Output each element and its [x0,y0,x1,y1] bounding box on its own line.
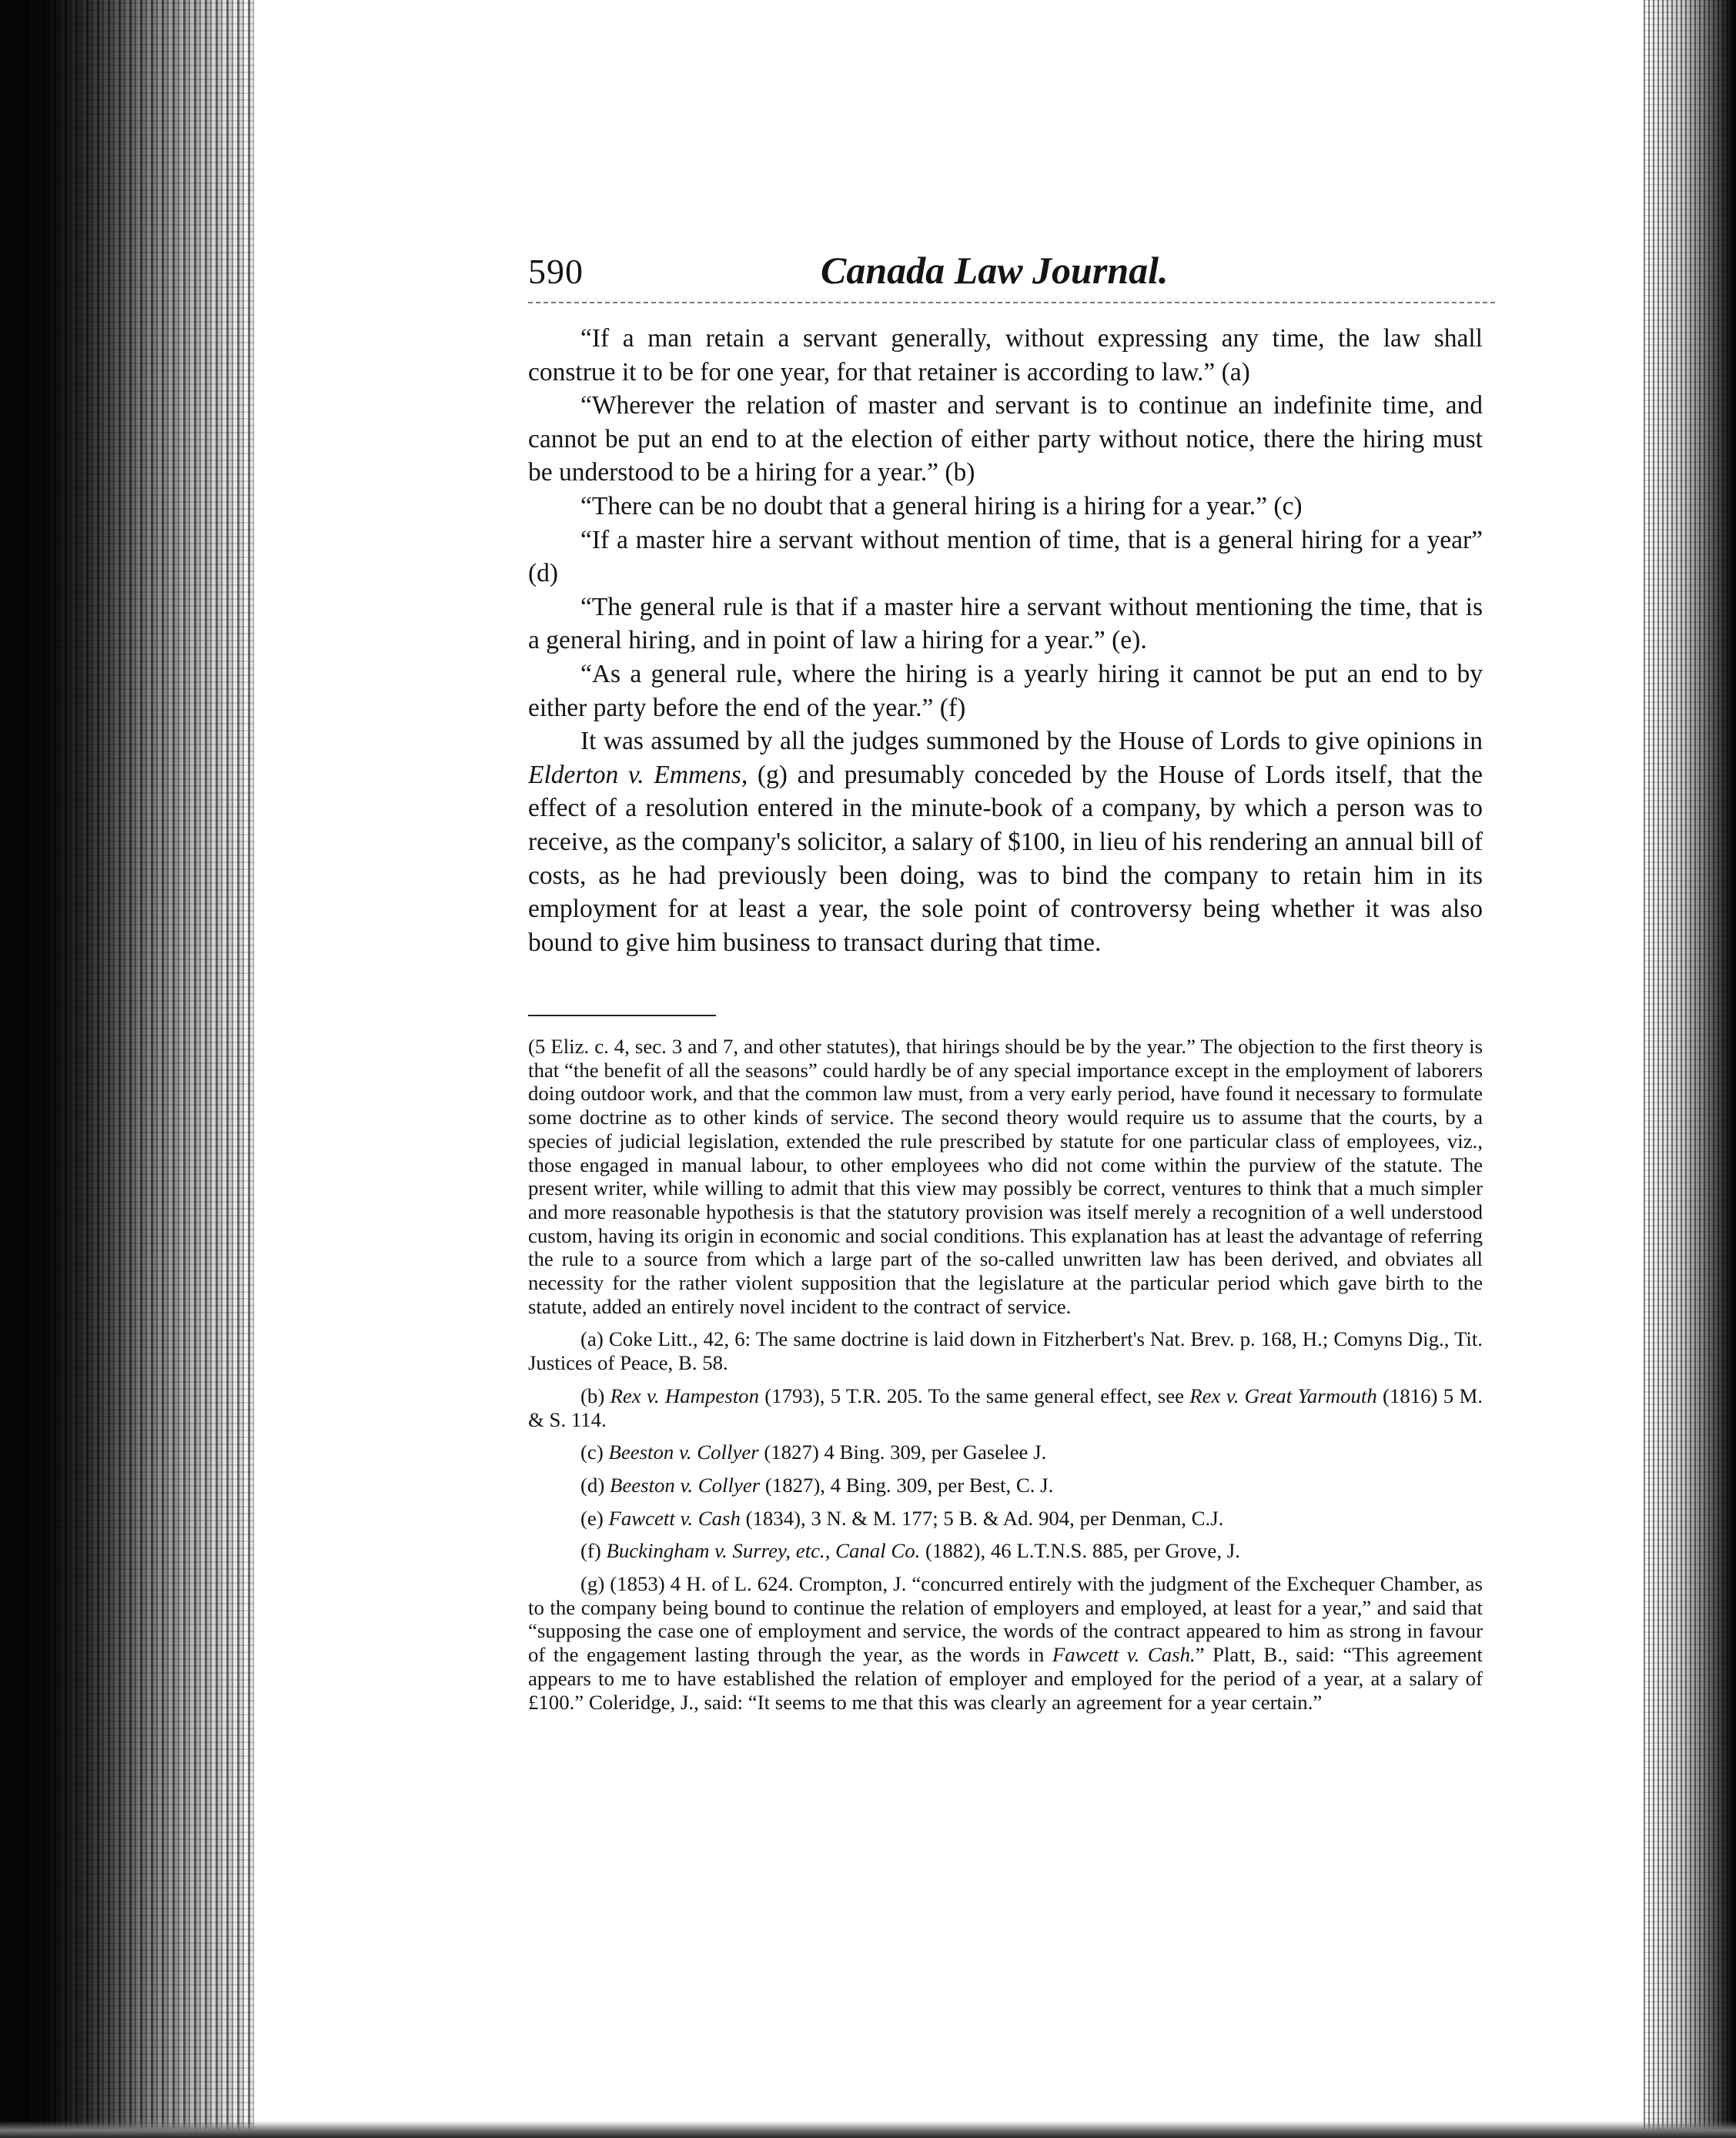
footnote-text: (1827) 4 Bing. 309, per Gaselee J. [758,1440,1047,1464]
footnote-label: (f) [580,1539,607,1563]
footnote-e [528,1507,1483,1531]
footnote-a: (a) Coke Litt., 42, 6: The same doctrine is laid down in Fitzherbert's Nat. Brev. p. 168, H.; Comyns Dig., Tit. Justices of Peace, B. 58. [528,1327,1483,1375]
footnote-label: (c) [580,1440,609,1464]
footnote-d [528,1474,1483,1497]
case-citation: Beeston v. Collyer [608,1440,759,1464]
page-header [528,248,1495,309]
footnote-g [528,1572,1483,1714]
footnote-label: (d) [580,1473,610,1497]
page-number: 590 [528,252,584,291]
footnote-label: (b) [580,1384,610,1407]
footnote-text: (1882), 46 L.T.N.S. 885, per Grove, J. [920,1539,1240,1563]
footnote-text: ” Platt, B., said: “This agreement appears to me to have established the relation of employer and employed for the period of a year, at a salary of £100.” Coleridge, J., said: “It seems to me that this was clearly an agreement for a year certain.” [528,1643,1483,1714]
footnote-b [528,1384,1483,1431]
paragraph-quote-c: “There can be no doubt that a general hiring is a hiring for a year.” (c) [580,491,1303,520]
journal-title: Canada Law Journal. [821,249,1169,292]
scan-left-edge [0,0,254,2138]
footnote-text: (1816) 5 M. & S. 114. [528,1384,1483,1431]
paragraph-quote-a: “If a man retain a servant generally, without expressing any time, the law shall construe it to be for one year, for that retainer is according to law.” (a) [528,324,1483,386]
footnote-c [528,1440,1483,1464]
footnote-text: (1834), 3 N. & M. 177; 5 B. & Ad. 904, per Denman, C.J. [740,1506,1224,1530]
case-citation: Fawcett v. Cash [608,1506,741,1530]
case-citation: Fawcett v. Cash. [1052,1643,1196,1667]
main-text [528,322,1483,959]
paragraph-quote-b: “Wherever the relation of master and servant is to continue an indefinite time, and cannot be put an end to at the election of either party without notice, there the hiring must be understood to be a hiring for a year.” (b) [528,391,1483,487]
case-citation: Elderton v. Emmens, [528,760,748,789]
paragraph-elderton-text-1: It was assumed by all the judges summoned by the House of Lords to give opinions in [580,727,1483,756]
paragraph-quote-f: “As a general rule, where the hiring is a yearly hiring it cannot be put an end to by either party before the end of the year.” (f) [528,659,1483,722]
paragraph-elderton-text-2: (g) and presumably conceded by the House of Lords itself, that the effect of a resolution entered in the minute-book of a company, by which a person was to receive, as the company's solicitor, a salary of $100, in lieu of his rendering an annual bill of costs, as he had previously been doing, was to bind the company to retain him in its employment for at least a year, the sole point of controversy being whether it was also bound to give him business to transact during that time. [528,760,1483,957]
scan-left-border [0,0,31,2138]
case-citation: Beeston v. Collyer [609,1473,761,1497]
footnote-text: (g) (1853) 4 H. of L. 624. Crompton, J. “concurred entirely with the judgment of the Exchequer Chamber, as to the company being bound to continue the relation of employers and employed, at least for a year,” and said that “supposing the case one of employment and service, the words of the contract appeared to him as strong in favour of the engagement lasting through the year, as the words in [528,1572,1483,1667]
case-citation: Buckingham v. Surrey, etc., Canal Co. [606,1539,921,1563]
footnote-label: (e) [580,1506,609,1530]
footnotes [528,1035,1483,1714]
paragraph-quote-d: “If a master hire a servant without mention of time, that is a general hiring for a year” (d) [528,525,1483,588]
paragraph-quote-e: “The general rule is that if a master hire a servant without mentioning the time, that is a general hiring, and in point of law a hiring for a year.” (e). [528,592,1483,655]
paragraph-elderton [528,724,1483,959]
scan-right-edge [1644,0,1736,2138]
footnote-f [528,1539,1483,1563]
case-citation: Rex v. Hampeston [610,1384,759,1407]
footnote-continued: (5 Eliz. c. 4, sec. 3 and 7, and other statutes), that hirings should be by the year.” The objection to the first theory is that “the benefit of all the seasons” could hardly be of any special importance except in the employment of laborers doing outdoor work, and that the common law must, from a very early period, have found it necessary to formulate some doctrine as to other kinds of service. The second theory would require us to assume that the courts, by a species of judicial legislation, extended the rule prescribed by statute for one particular class of employees, viz., those engaged in manual labour, to other employees who did not come within the purview of the statute. The present writer, while willing to admit that this view may possibly be correct, ventures to think that a much simpler and more reasonable hypothesis is that the statutory provision was itself merely a recognition of a well understood custom, having its origin in economic and social conditions. This explanation has at least the advantage of referring the rule to a source from which a large part of the so-called unwritten law has been derived, and obviates all necessity for the rather violent supposition that the legislature at the particular period which gave birth to the statute, added an entirely novel incident to the contract of service. [528,1035,1483,1318]
footnote-text: (1827), 4 Bing. 309, per Best, C. J. [760,1473,1054,1497]
footnote-text: (1793), 5 T.R. 205. To the same general effect, see [758,1384,1190,1407]
case-citation: Rex v. Great Yarmouth [1189,1384,1377,1407]
header-rule [528,302,1495,303]
footnote-rule [528,1015,716,1016]
scan-bottom-edge [0,2121,1736,2138]
